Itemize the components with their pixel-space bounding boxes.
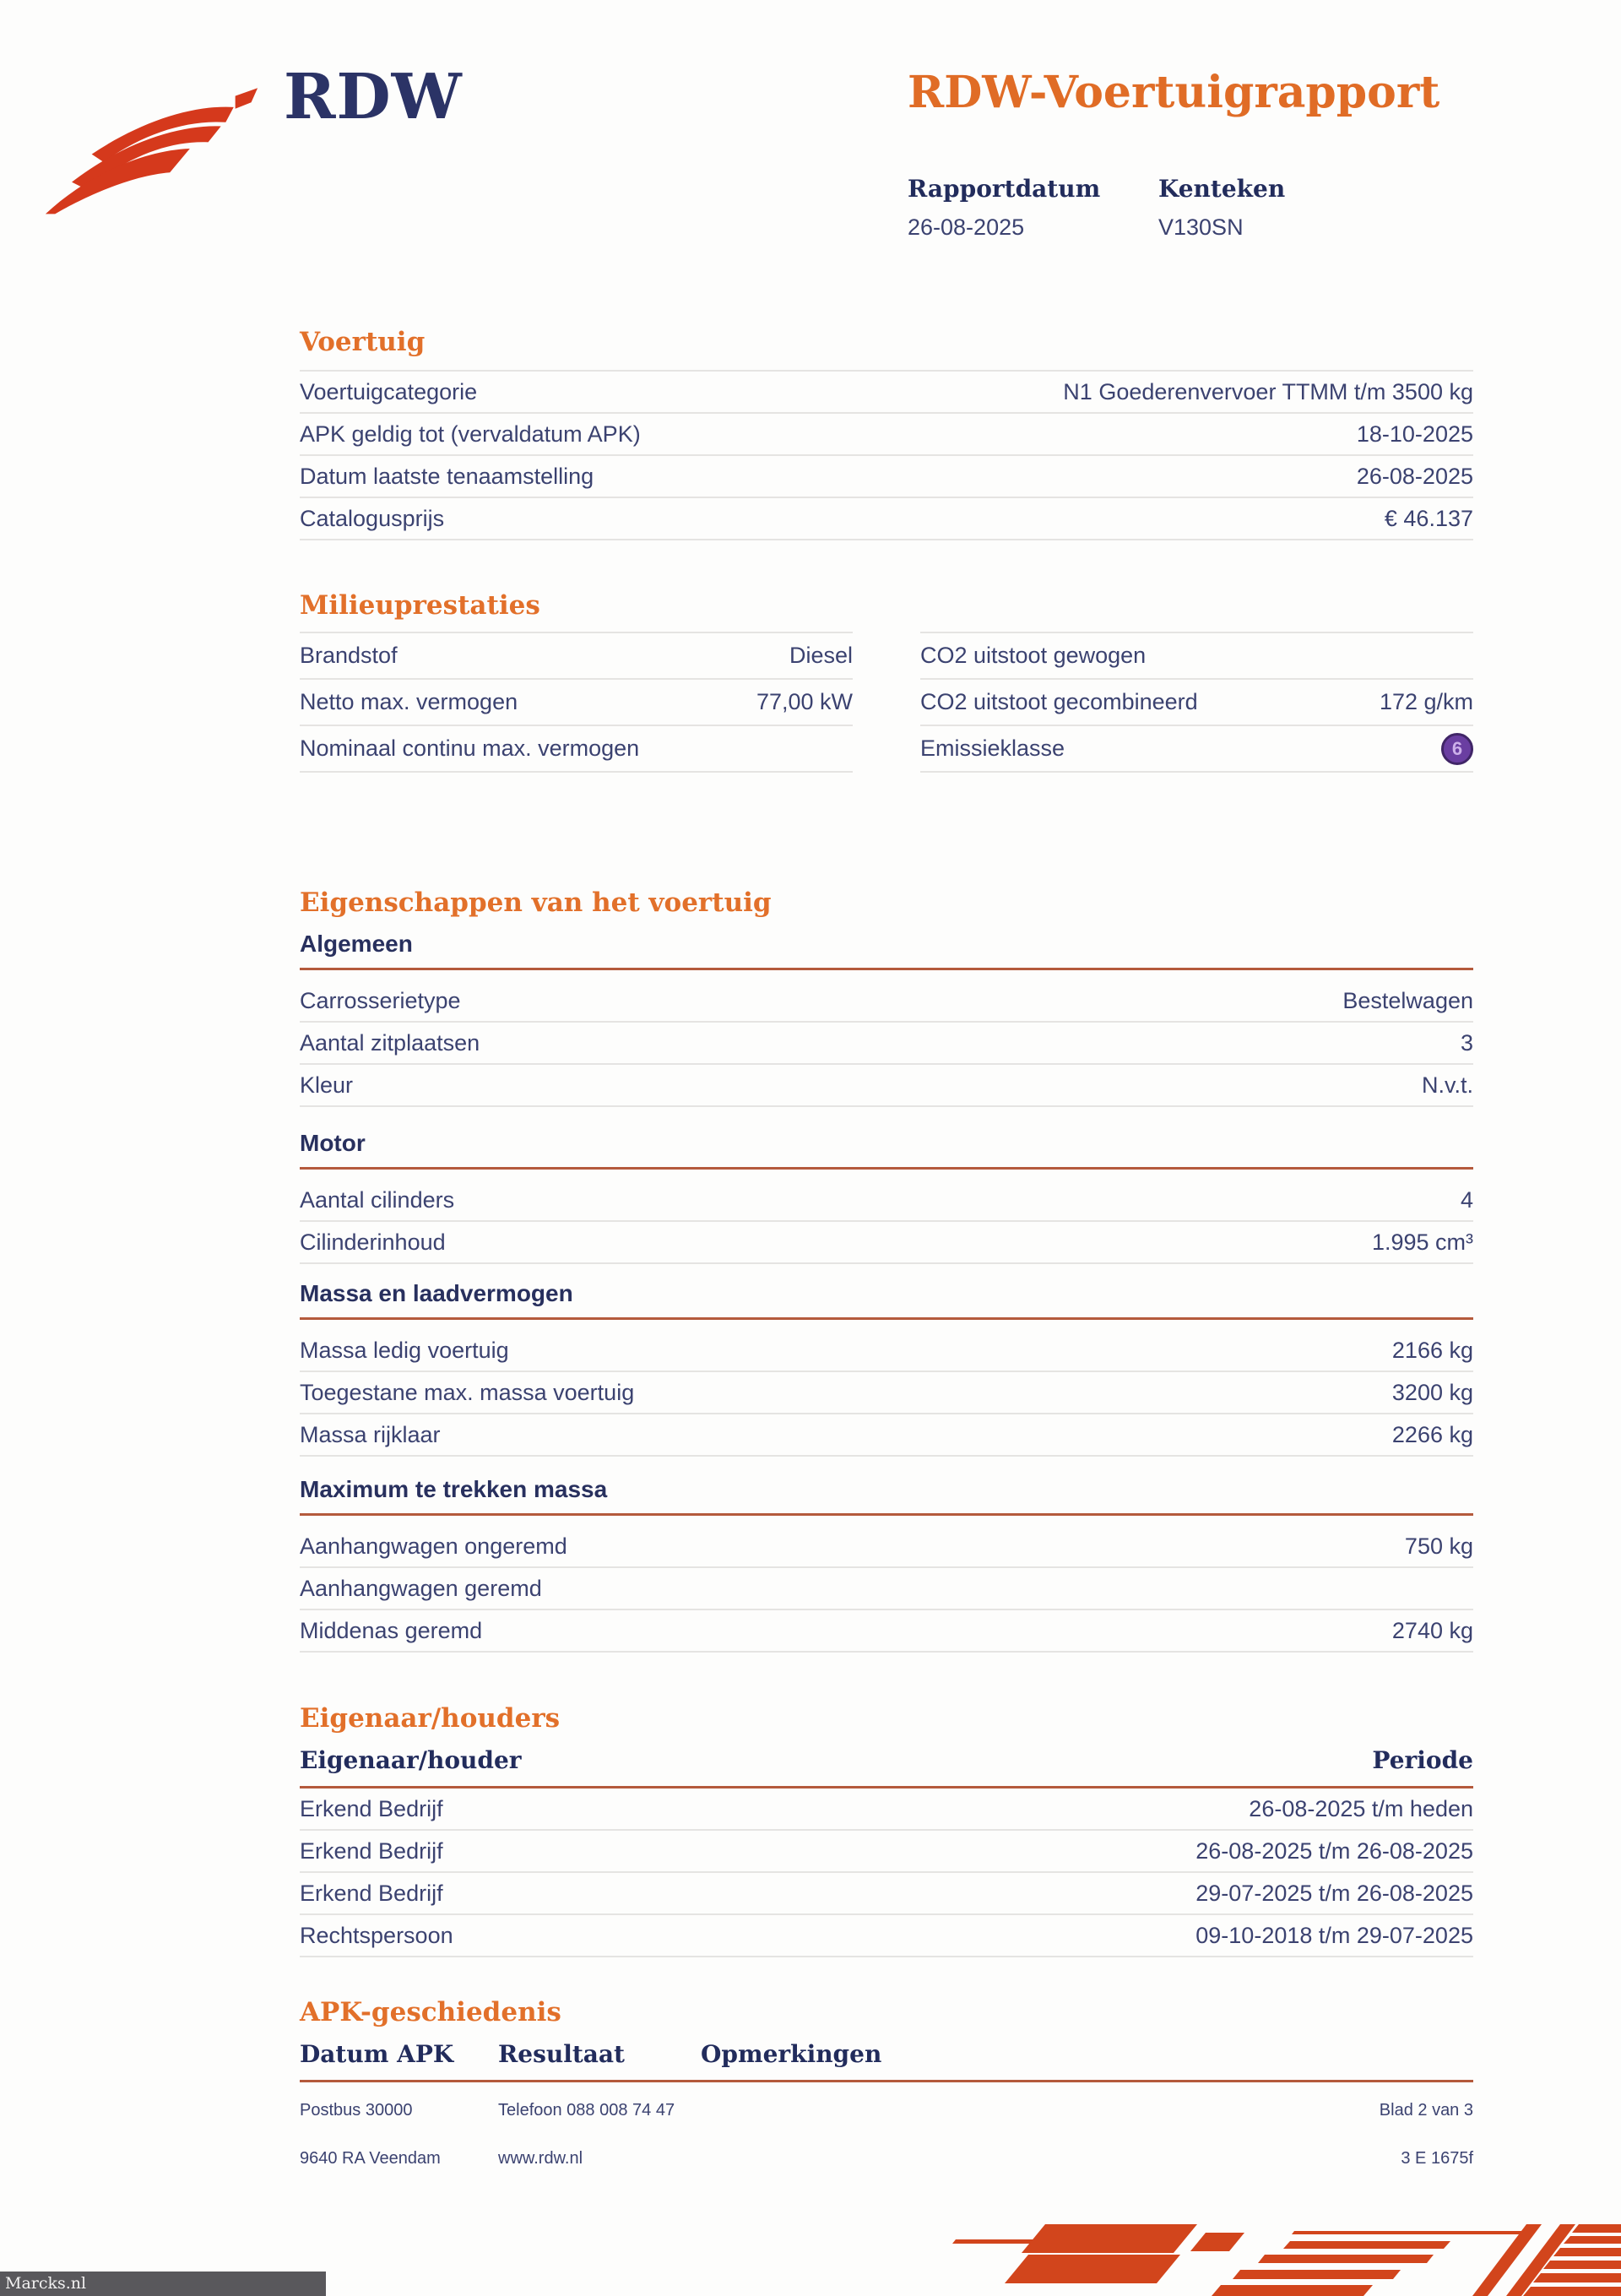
footer-phone: Telefoon 088 008 74 47 [498,2101,675,2120]
license-plate-label: Kenteken [1158,175,1286,203]
section-title: Voertuig [300,327,426,357]
footer-website: www.rdw.nl [498,2149,583,2168]
table-row [300,1371,1473,1413]
subsection-rule [300,1513,1473,1516]
table-row [300,1788,1473,1829]
table-row [920,725,1473,771]
subsection-rule [300,968,1473,970]
subsection-rule [300,1317,1473,1320]
row-value: 26-08-2025 [1356,463,1473,489]
table-row [920,632,1473,678]
table-row [300,1913,1473,1956]
subsection-title-algemeen: Algemeen [300,931,413,958]
table-row [300,1063,1473,1105]
milieu-left-column [300,632,853,773]
row-value: 750 kg [1404,1533,1473,1559]
section-apk-geschiedenis [300,1998,1473,2082]
owner-name: Erkend Bedrijf [300,1837,443,1864]
column-header-result: Resultaat [498,2040,625,2069]
table-row [300,454,1473,497]
column-header-remarks: Opmerkingen [701,2040,882,2069]
row-label: Cilinderinhoud [300,1229,446,1255]
footer-page-number: Blad 2 van 3 [1379,2101,1473,2120]
table-row [300,725,853,771]
section-title: Milieuprestaties [300,590,540,621]
subsection-motor [300,1130,1473,1264]
footer-address: 9640 RA Veendam [300,2149,441,2168]
row-label: APK geldig tot (vervaldatum APK) [300,421,641,447]
row-label: Massa ledig voertuig [300,1337,509,1363]
section-eigenschappen [300,888,1473,1107]
table-row [300,980,1473,1021]
row-value: 3200 kg [1391,1379,1473,1405]
section-title: Eigenaar/houders [300,1703,561,1734]
owner-table-header [300,1746,1473,1774]
column-header-period: Periode [1372,1746,1473,1775]
row-label: Catalogusprijs [300,505,445,531]
row-value: 4 [1460,1186,1473,1213]
row-value: 3 [1460,1029,1473,1056]
row-label: Emissieklasse [920,735,1065,762]
row-label: Middenas geremd [300,1617,483,1643]
column-header-owner: Eigenaar/houder [300,1746,522,1775]
row-label: Netto max. vermogen [300,689,518,715]
row-label: Aantal zitplaatsen [300,1029,480,1056]
emission-class-badge: 6 [1441,733,1473,765]
row-value: € 46.137 [1384,505,1473,531]
table-row [300,1609,1473,1651]
subsection-rule [300,1167,1473,1170]
footer-postbus: Postbus 30000 [300,2101,413,2120]
row-label: Massa rijklaar [300,1421,441,1447]
row-label: Nominaal continu max. vermogen [300,735,640,762]
table-row [300,497,1473,539]
subsection-title-massa: Massa en laadvermogen [300,1280,573,1306]
table-row [300,1871,1473,1913]
row-value: N.v.t. [1421,1072,1473,1098]
column-header-apk-date: Datum APK [300,2040,454,2069]
table-row [300,1566,1473,1609]
row-value: 77,00 kW [756,689,853,715]
owner-period: 26-08-2025 t/m heden [1249,1795,1473,1821]
watermark-label: Marcks.nl [5,2274,87,2293]
page-title: RDW-Voertuigrapport [908,67,1440,118]
table-header-rule [300,2080,1473,2082]
owner-name: Erkend Bedrijf [300,1880,443,1906]
section-title: Eigenschappen van het voertuig [300,887,772,918]
subsection-massa [300,1280,1473,1457]
section-voertuig [300,328,1473,540]
table-row [300,1330,1473,1371]
report-date-label: Rapportdatum [908,175,1101,203]
rdw-wing-logo-icon [44,74,259,222]
owner-period: 26-08-2025 t/m 26-08-2025 [1195,1837,1473,1864]
row-label: Aantal cilinders [300,1186,455,1213]
owner-table [300,1788,1473,1957]
row-label: Datum laatste tenaamstelling [300,463,594,489]
subsection-title-maximum: Maximum te trekken massa [300,1476,608,1502]
row-label: Brandstof [300,643,398,669]
row-value: Diesel [789,643,853,669]
row-value: 1.995 cm³ [1371,1229,1473,1255]
report-date-value: 26-08-2025 [908,214,1025,240]
section-title: APK-geschiedenis [300,1997,561,2027]
subsection-title-motor: Motor [300,1130,366,1156]
row-label: CO2 uitstoot gewogen [920,643,1147,669]
license-plate-value: V130SN [1158,214,1244,240]
massa-table [300,1330,1473,1457]
table-row [920,678,1473,725]
row-label: Kleur [300,1072,354,1098]
owner-period: 09-10-2018 t/m 29-07-2025 [1195,1922,1473,1948]
watermark-bar [0,2272,326,2296]
milieu-table [300,632,1473,773]
row-value: Bestelwagen [1342,987,1473,1013]
section-milieuprestaties [300,591,1473,773]
algemeen-table [300,980,1473,1107]
owner-period: 29-07-2025 t/m 26-08-2025 [1195,1880,1473,1906]
table-row [300,412,1473,454]
table-row [300,1413,1473,1455]
table-row [300,1829,1473,1871]
rdw-wordmark: RDW [284,61,463,133]
row-label: Voertuigcategorie [300,378,478,404]
owner-name: Erkend Bedrijf [300,1795,443,1821]
table-row [300,1180,1473,1220]
table-row [300,1526,1473,1566]
row-value: 18-10-2025 [1356,421,1473,447]
section-eigenaar-houders [300,1704,1473,1957]
row-label: Aanhangwagen geremd [300,1575,542,1601]
row-label: CO2 uitstoot gecombineerd [920,689,1198,715]
table-row [300,632,853,678]
apk-table-header [300,2040,1473,2068]
row-label: Carrosserietype [300,987,461,1013]
row-label: Toegestane max. massa voertuig [300,1379,635,1405]
milieu-right-column [920,632,1473,773]
table-row [300,1220,1473,1262]
table-row [300,370,1473,412]
subsection-maximum-trekken [300,1476,1473,1653]
row-value: N1 Goederenvervoer TTMM t/m 3500 kg [1063,378,1473,404]
owner-name: Rechtspersoon [300,1922,453,1948]
row-value: 2266 kg [1391,1421,1473,1447]
voertuig-table [300,370,1473,540]
maximum-table [300,1526,1473,1653]
motor-table [300,1180,1473,1264]
row-value: 2166 kg [1391,1337,1473,1363]
footer-form-code: 3 E 1675f [1401,2149,1473,2168]
row-value: 172 g/km [1379,689,1473,715]
speed-stripes-icon [920,2207,1621,2296]
row-label: Aanhangwagen ongeremd [300,1533,567,1559]
row-value: 2740 kg [1391,1617,1473,1643]
table-row [300,678,853,725]
table-row [300,1021,1473,1063]
